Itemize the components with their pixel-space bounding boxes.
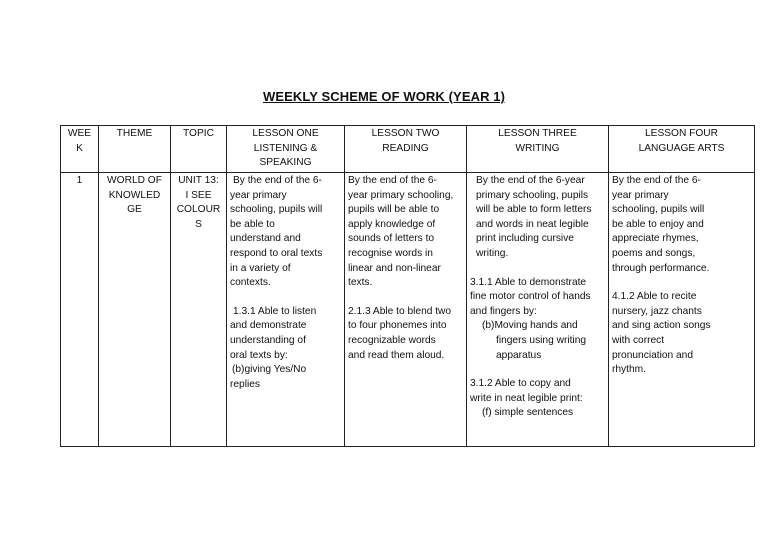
- header-lesson-three: LESSON THREE WRITING: [467, 126, 609, 173]
- scheme-of-work-table: [60, 125, 755, 447]
- cell-lesson-one: [227, 173, 345, 447]
- header-lesson-two: LESSON TWO READING: [345, 126, 467, 173]
- content-standard: By the end of the 6- year primary schooling, pupils will be able to understand and respond to oral texts in a variety of contexts.: [230, 175, 323, 289]
- header-week: WEE K: [61, 126, 99, 173]
- learning-objective-1: 3.1.1 Able to demonstrate fine motor control of hands and fingers by:: [470, 276, 591, 317]
- table-row: [61, 173, 755, 447]
- content-standard: By the end of the 6-year primary schooling, pupils will be able to form letters and words in neat legible print including cursive writing.: [476, 175, 592, 259]
- learning-objective: 1.3.1 Able to listen and demonstrate understanding of oral texts by: (b)giving Yes/No replies: [230, 305, 317, 390]
- content-standard: By the end of the 6- year primary schooling, pupils will be able to apply knowledge of sounds of letters to recognise words in linear and non-linear texts.: [348, 175, 454, 289]
- objective-item-2: (f) simple sentences: [482, 407, 574, 419]
- cell-lesson-two: [345, 173, 467, 447]
- cell-theme: WORLD OF KNOWLED GE: [99, 173, 171, 447]
- learning-objective: 4.1.2 Able to recite nursery, jazz chants and sing action songs with correct pronunciation and rhythm.: [612, 291, 711, 376]
- page-title: WEEKLY SCHEME OF WORK (YEAR 1): [262, 89, 506, 104]
- cell-lesson-four: [609, 173, 755, 447]
- header-lesson-one: LESSON ONE LISTENING & SPEAKING: [227, 126, 345, 173]
- cell-week: 1: [61, 173, 99, 447]
- objective-item-1: (b)Moving hands and fingers using writing apparatus: [482, 320, 587, 361]
- header-topic: TOPIC: [171, 126, 227, 173]
- cell-topic: UNIT 13: I SEE COLOUR S: [171, 173, 227, 447]
- learning-objective-2: 3.1.2 Able to copy and write in neat legible print:: [470, 378, 583, 404]
- learning-objective: 2.1.3 Able to blend two to four phonemes into recognizable words and read them aloud.: [348, 305, 452, 361]
- cell-lesson-three: [467, 173, 609, 447]
- content-standard: By the end of the 6- year primary schooling, pupils will be able to enjoy and appreciate rhymes, poems and songs, through performance.: [612, 175, 710, 274]
- header-theme: THEME: [99, 126, 171, 173]
- header-row: [61, 126, 755, 173]
- header-lesson-four: LESSON FOUR LANGUAGE ARTS: [609, 126, 755, 173]
